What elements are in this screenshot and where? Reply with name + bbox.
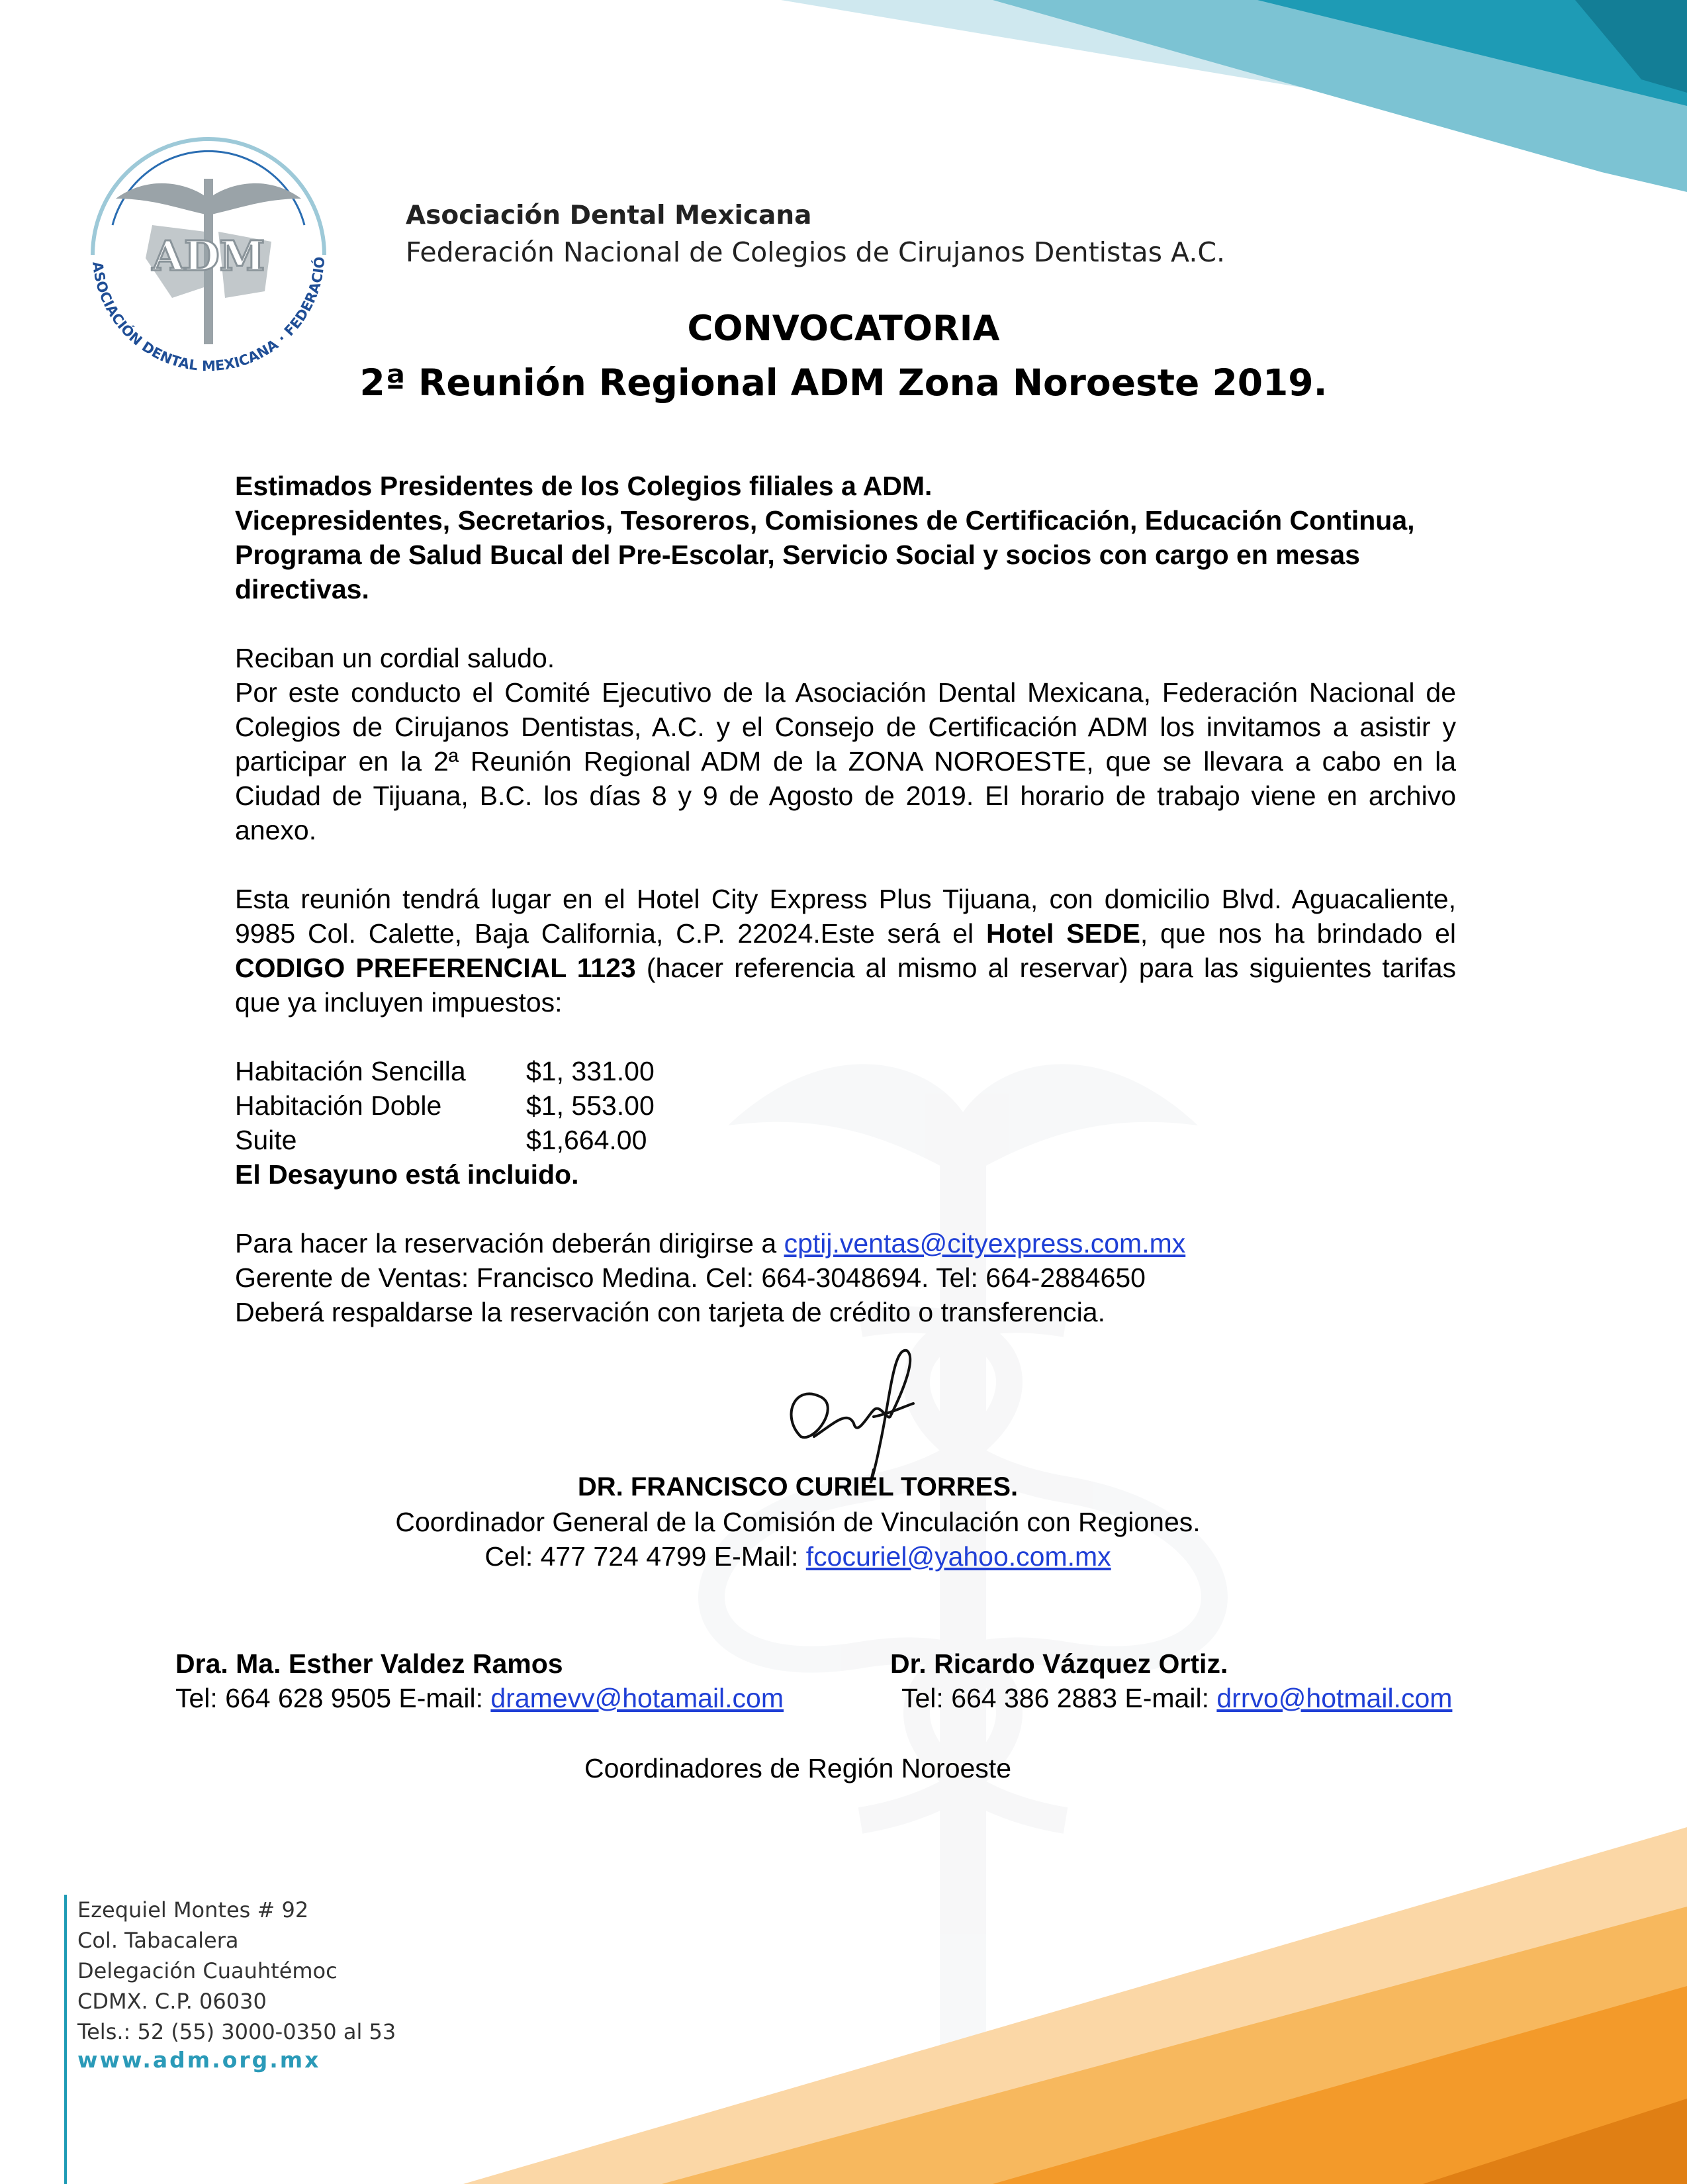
reservation-line1 [235, 1226, 1456, 1260]
reservation-line3: Deberá respaldarse la reservación con tarjeta de crédito o transferencia. [235, 1297, 1105, 1327]
rate-room: Suite [235, 1125, 297, 1155]
rate-room: Habitación Sencilla [235, 1056, 466, 1086]
address-line: CDMX. C.P. 06030 [77, 1989, 267, 2014]
venue-paragraph [235, 882, 1456, 1020]
coordinator-1-prefix: Tel: 664 628 9505 E-mail: [175, 1683, 491, 1713]
footer-divider [64, 1895, 67, 2184]
coordinator-2-contact [901, 1683, 1452, 1714]
org-subtitle: Federación Nacional de Colegios de Cirujanos Dentistas A.C. [406, 236, 1226, 268]
coordinator-2-prefix: Tel: 664 386 2883 E-mail: [901, 1683, 1217, 1713]
coordinator-2-name: Dr. Ricardo Vázquez Ortiz. [890, 1648, 1228, 1679]
rate-price: $1, 331.00 [526, 1056, 655, 1086]
coordinators-caption: Coordinadores de Región Noroeste [584, 1753, 1011, 1783]
address-line: Ezequiel Montes # 92 [77, 1897, 309, 1923]
invitation-paragraph: Por este conducto el Comité Ejecutivo de la Asociación Dental Mexicana, Federación Nacional de Colegios de Cirujanos Dentistas, A.C. y el Consejo de Certificación ADM los invitamos a asistir y participar en la 2ª Reunión Regional ADM de la ZONA NOROESTE, que se llevara a cabo en la Ciudad de Tijuana, B.C. los días 8 y 9 de Agosto de 2019. El horario de trabajo viene en archivo anexo. [235, 677, 1456, 845]
website-link[interactable]: www.adm.org.mx [77, 2047, 321, 2073]
rate-price: $1, 553.00 [526, 1090, 655, 1121]
logo-ring-text: ASOCIACIÓN DENTAL MEXICANA · FEDERACIÓ [89, 256, 328, 375]
rates-table [235, 1054, 1456, 1157]
rate-price: $1,664.00 [526, 1125, 647, 1155]
preferential-code: CODIGO PREFERENCIAL 1123 [235, 953, 636, 983]
coordinator-1-contact [175, 1683, 784, 1714]
venue-text-2: , que nos ha brindado el [1140, 918, 1456, 949]
hotel-sede: Hotel SEDE [985, 918, 1140, 949]
address-line: Tels.: 52 (55) 3000-0350 al 53 [77, 2019, 396, 2044]
address-line: Col. Tabacalera [77, 1928, 239, 1953]
reservation-prefix: Para hacer la reservación deberán dirigirse a [235, 1228, 784, 1258]
signer-contact-prefix: Cel: 477 724 4799 E-Mail: [484, 1541, 806, 1572]
org-name: Asociación Dental Mexicana [406, 201, 812, 230]
breakfast-note: El Desayuno está incluido. [235, 1159, 579, 1190]
greeting: Reciban un cordial saludo. [235, 643, 555, 673]
coordinator-2-email-link[interactable]: drrvo@hotmail.com [1216, 1683, 1453, 1713]
rate-room: Habitación Doble [235, 1090, 442, 1121]
footer-address [77, 1895, 396, 2073]
signer-role: Coordinador General de la Comisión de Vinculación con Regiones. [395, 1507, 1201, 1537]
signer-contact [265, 1541, 1331, 1572]
address-line: Delegación Cuauhtémoc [77, 1958, 338, 1983]
venue-text-1: Esta reunión tendrá lugar en el Hotel City Express Plus Tijuana, con domicilio Blvd. Aguacaliente, 9985 Col. Calette, Baja California, C.P. 22024.Este será el [235, 884, 1456, 949]
reservation-line2: Gerente de Ventas: Francisco Medina. Cel: 664-3048694. Tel: 664-2884650 [235, 1262, 1146, 1293]
venue-text-3: (hacer referencia al mismo al reservar) para las siguientes tarifas que ya incluyen impuestos: [235, 953, 1456, 1018]
coordinator-1-email-link[interactable]: dramevv@hotamail.com [490, 1683, 784, 1713]
coordinator-1-name: Dra. Ma. Esther Valdez Ramos [175, 1648, 563, 1679]
salutation-line2: Vicepresidentes, Secretarios, Tesoreros, Comisiones de Certificación, Educación Continua, Programa de Salud Bucal del Pre-Escolar, Servicio Social y socios con cargo en mesas directivas. [235, 505, 1415, 604]
title-convocatoria: CONVOCATORIA [687, 309, 1000, 349]
salutation-line1: Estimados Presidentes de los Colegios filiales a ADM. [235, 471, 933, 501]
reservation-email-link[interactable]: cptij.ventas@cityexpress.com.mx [784, 1228, 1186, 1258]
logo-monogram: ADM [152, 232, 265, 280]
letter-body [235, 469, 1456, 1329]
signer-name: DR. FRANCISCO CURIEL TORRES. [577, 1472, 1019, 1501]
signer-email-link[interactable]: fcocuriel@yahoo.com.mx [805, 1541, 1111, 1572]
title-meeting: 2ª Reunión Regional ADM Zona Noroeste 2019. [359, 361, 1328, 404]
